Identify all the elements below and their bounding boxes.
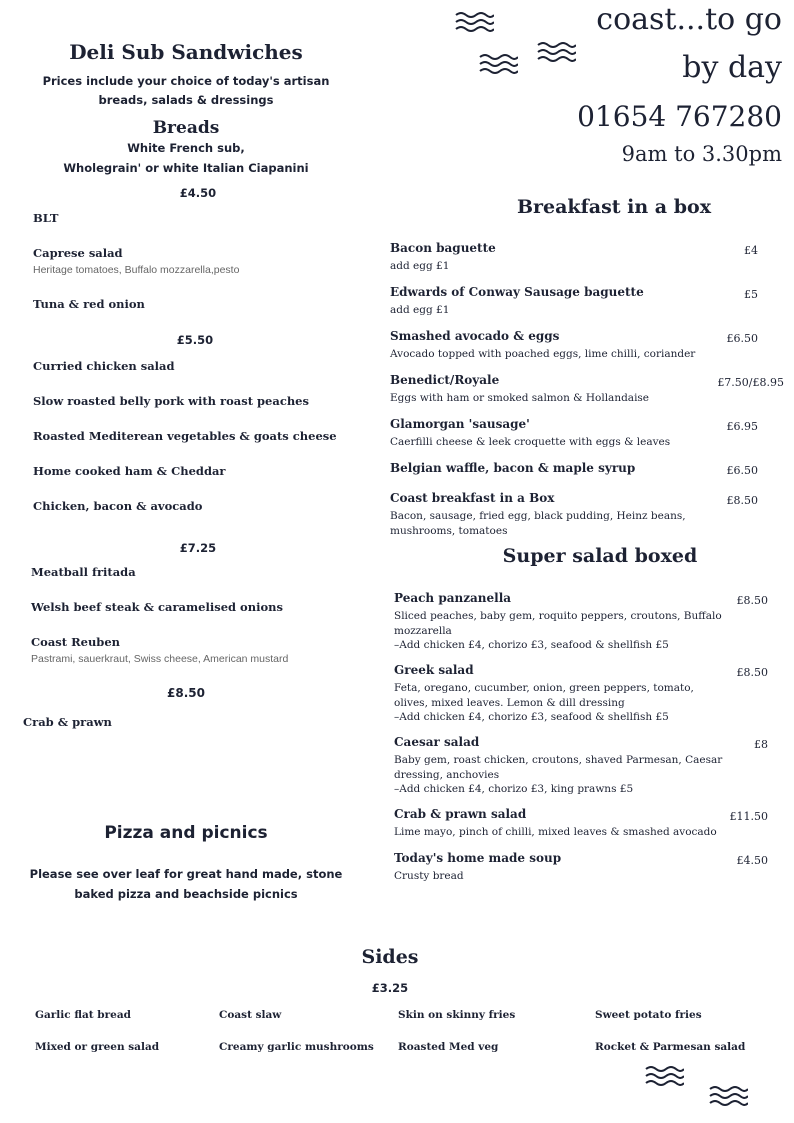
menu-item-desc: add egg £1 — [390, 304, 450, 316]
phone-number: 01654 767280 — [577, 100, 782, 133]
menu-item-price: £6.50 — [726, 332, 758, 345]
price-group-heading: £7.25 — [179, 541, 217, 555]
side-item: Coast slaw — [219, 1009, 282, 1021]
waves-icon — [536, 40, 576, 64]
deli-title: Deli Sub Sandwiches — [69, 40, 303, 64]
side-item: Garlic flat bread — [35, 1009, 131, 1021]
sides-price: £3.25 — [371, 981, 409, 995]
waves-icon — [644, 1064, 684, 1088]
menu-item: Belgian waffle, bacon & maple syrup — [390, 461, 636, 475]
price-group-heading: £8.50 — [167, 686, 205, 700]
menu-item: Edwards of Conway Sausage baguette — [390, 285, 644, 299]
menu-item: Chicken, bacon & avocado — [33, 499, 203, 513]
breads-line: Wholegrain' or white Italian Ciapanini — [63, 161, 309, 175]
menu-item-desc: Pastrami, sauerkraut, Swiss cheese, American mustard — [31, 653, 289, 665]
breakfast-title: Breakfast in a box — [516, 196, 712, 218]
menu-item: Benedict/Royale — [390, 373, 500, 387]
menu-item: Peach panzanella — [394, 591, 512, 605]
menu-item: Greek salad — [394, 663, 474, 677]
menu-item-desc — [394, 609, 724, 653]
deli-subtitle: Prices include your choice of today's artisan breads, salads & dressings — [42, 74, 330, 107]
price-group-heading: £4.50 — [179, 186, 217, 200]
menu-item: Crab & prawn salad — [394, 807, 527, 821]
menu-item: Slow roasted belly pork with roast peaches — [33, 394, 309, 408]
brand-name: coast...to go — [596, 2, 782, 37]
side-item: Rocket & Parmesan salad — [595, 1041, 746, 1053]
side-item: Skin on skinny fries — [398, 1009, 516, 1021]
menu-item: Coast breakfast in a Box — [390, 491, 555, 505]
menu-item: Bacon baguette — [390, 241, 496, 255]
menu-item-price: £4 — [744, 244, 758, 257]
menu-item: Tuna & red onion — [33, 297, 145, 311]
sides-title: Sides — [361, 946, 419, 968]
side-item: Sweet potato fries — [595, 1009, 702, 1021]
menu-item-desc: Heritage tomatoes, Buffalo mozzarella,pesto — [33, 264, 240, 276]
menu-item: Curried chicken salad — [33, 359, 175, 373]
waves-icon — [708, 1084, 748, 1108]
menu-item-price: £7.50/£8.95 — [717, 376, 784, 389]
salad-title: Super salad boxed — [502, 545, 698, 567]
menu-item-price: £4.50 — [736, 854, 768, 867]
menu-item: Glamorgan 'sausage' — [390, 417, 530, 431]
menu-item: Welsh beef steak & caramelised onions — [31, 600, 283, 614]
menu-item: BLT — [33, 211, 59, 225]
price-group-heading: £5.50 — [176, 333, 214, 347]
menu-item-desc-line: Feta, oregano, cucumber, onion, green peppers, tomato, olives, mixed leaves. Lemon & dill dressing — [394, 682, 694, 709]
menu-item-desc-line: Sliced peaches, baby gem, roquito peppers, croutons, Buffalo mozzarella — [394, 610, 722, 637]
pizza-title: Pizza and picnics — [104, 823, 268, 843]
menu-item-extras: –Add chicken £4, chorizo £3, seafood & shellfish £5 — [394, 639, 669, 651]
menu-item-extras: –Add chicken £4, chorizo £3, king prawns £5 — [394, 783, 634, 795]
breads-list — [60, 138, 312, 178]
menu-item-price: £5 — [744, 288, 758, 301]
menu-item-extras: –Add chicken £4, chorizo £3, seafood & shellfish £5 — [394, 711, 669, 723]
menu-item: Roasted Mediterean vegetables & goats cheese — [33, 429, 337, 443]
waves-icon — [478, 52, 518, 76]
menu-item: Caprese salad — [33, 246, 123, 260]
waves-icon — [454, 10, 494, 34]
menu-item-price: £8 — [754, 738, 768, 751]
menu-item-desc: Caerfilli cheese & leek croquette with eggs & leaves — [390, 436, 671, 448]
menu-item-desc — [394, 753, 724, 797]
menu-item-desc: Lime mayo, pinch of chilli, mixed leaves & smashed avocado — [394, 826, 717, 838]
brand-tagline: by day — [682, 50, 782, 85]
menu-item-desc-line: Baby gem, roast chicken, croutons, shaved Parmesan, Caesar dressing, anchovies — [394, 754, 723, 781]
menu-item-desc: add egg £1 — [390, 260, 450, 272]
menu-item-desc: Bacon, sausage, fried egg, black pudding, Heinz beans, mushrooms, tomatoes — [390, 510, 686, 537]
menu-item-price: £8.50 — [736, 666, 768, 679]
breads-line: White French sub, — [127, 141, 245, 155]
menu-item: Coast Reuben — [31, 635, 121, 649]
menu-item-desc: Avocado topped with poached eggs, lime chilli, coriander — [390, 348, 696, 360]
menu-item: Crab & prawn — [23, 715, 112, 729]
menu-item: Home cooked ham & Cheddar — [33, 464, 226, 478]
menu-item-price: £11.50 — [729, 810, 768, 823]
menu-item-desc: Crusty bread — [394, 870, 464, 882]
menu-item: Today's home made soup — [394, 851, 562, 865]
menu-item: Caesar salad — [394, 735, 480, 749]
menu-item: Meatball fritada — [31, 565, 136, 579]
menu-item-price: £8.50 — [736, 594, 768, 607]
side-item: Mixed or green salad — [35, 1041, 160, 1053]
breads-title: Breads — [152, 118, 220, 138]
pizza-text: Please see over leaf for great hand made, stone baked pizza and beachside picnics — [29, 867, 343, 901]
menu-item-desc — [394, 681, 724, 725]
side-item: Creamy garlic mushrooms — [219, 1041, 374, 1053]
menu-item-price: £6.50 — [726, 464, 758, 477]
opening-hours: 9am to 3.30pm — [621, 142, 782, 166]
menu-item-desc: Eggs with ham or smoked salmon & Hollandaise — [390, 392, 650, 404]
menu-item-price: £8.50 — [726, 494, 758, 507]
menu-item-price: £6.95 — [726, 420, 758, 433]
side-item: Roasted Med veg — [398, 1041, 499, 1053]
menu-item: Smashed avocado & eggs — [390, 329, 560, 343]
